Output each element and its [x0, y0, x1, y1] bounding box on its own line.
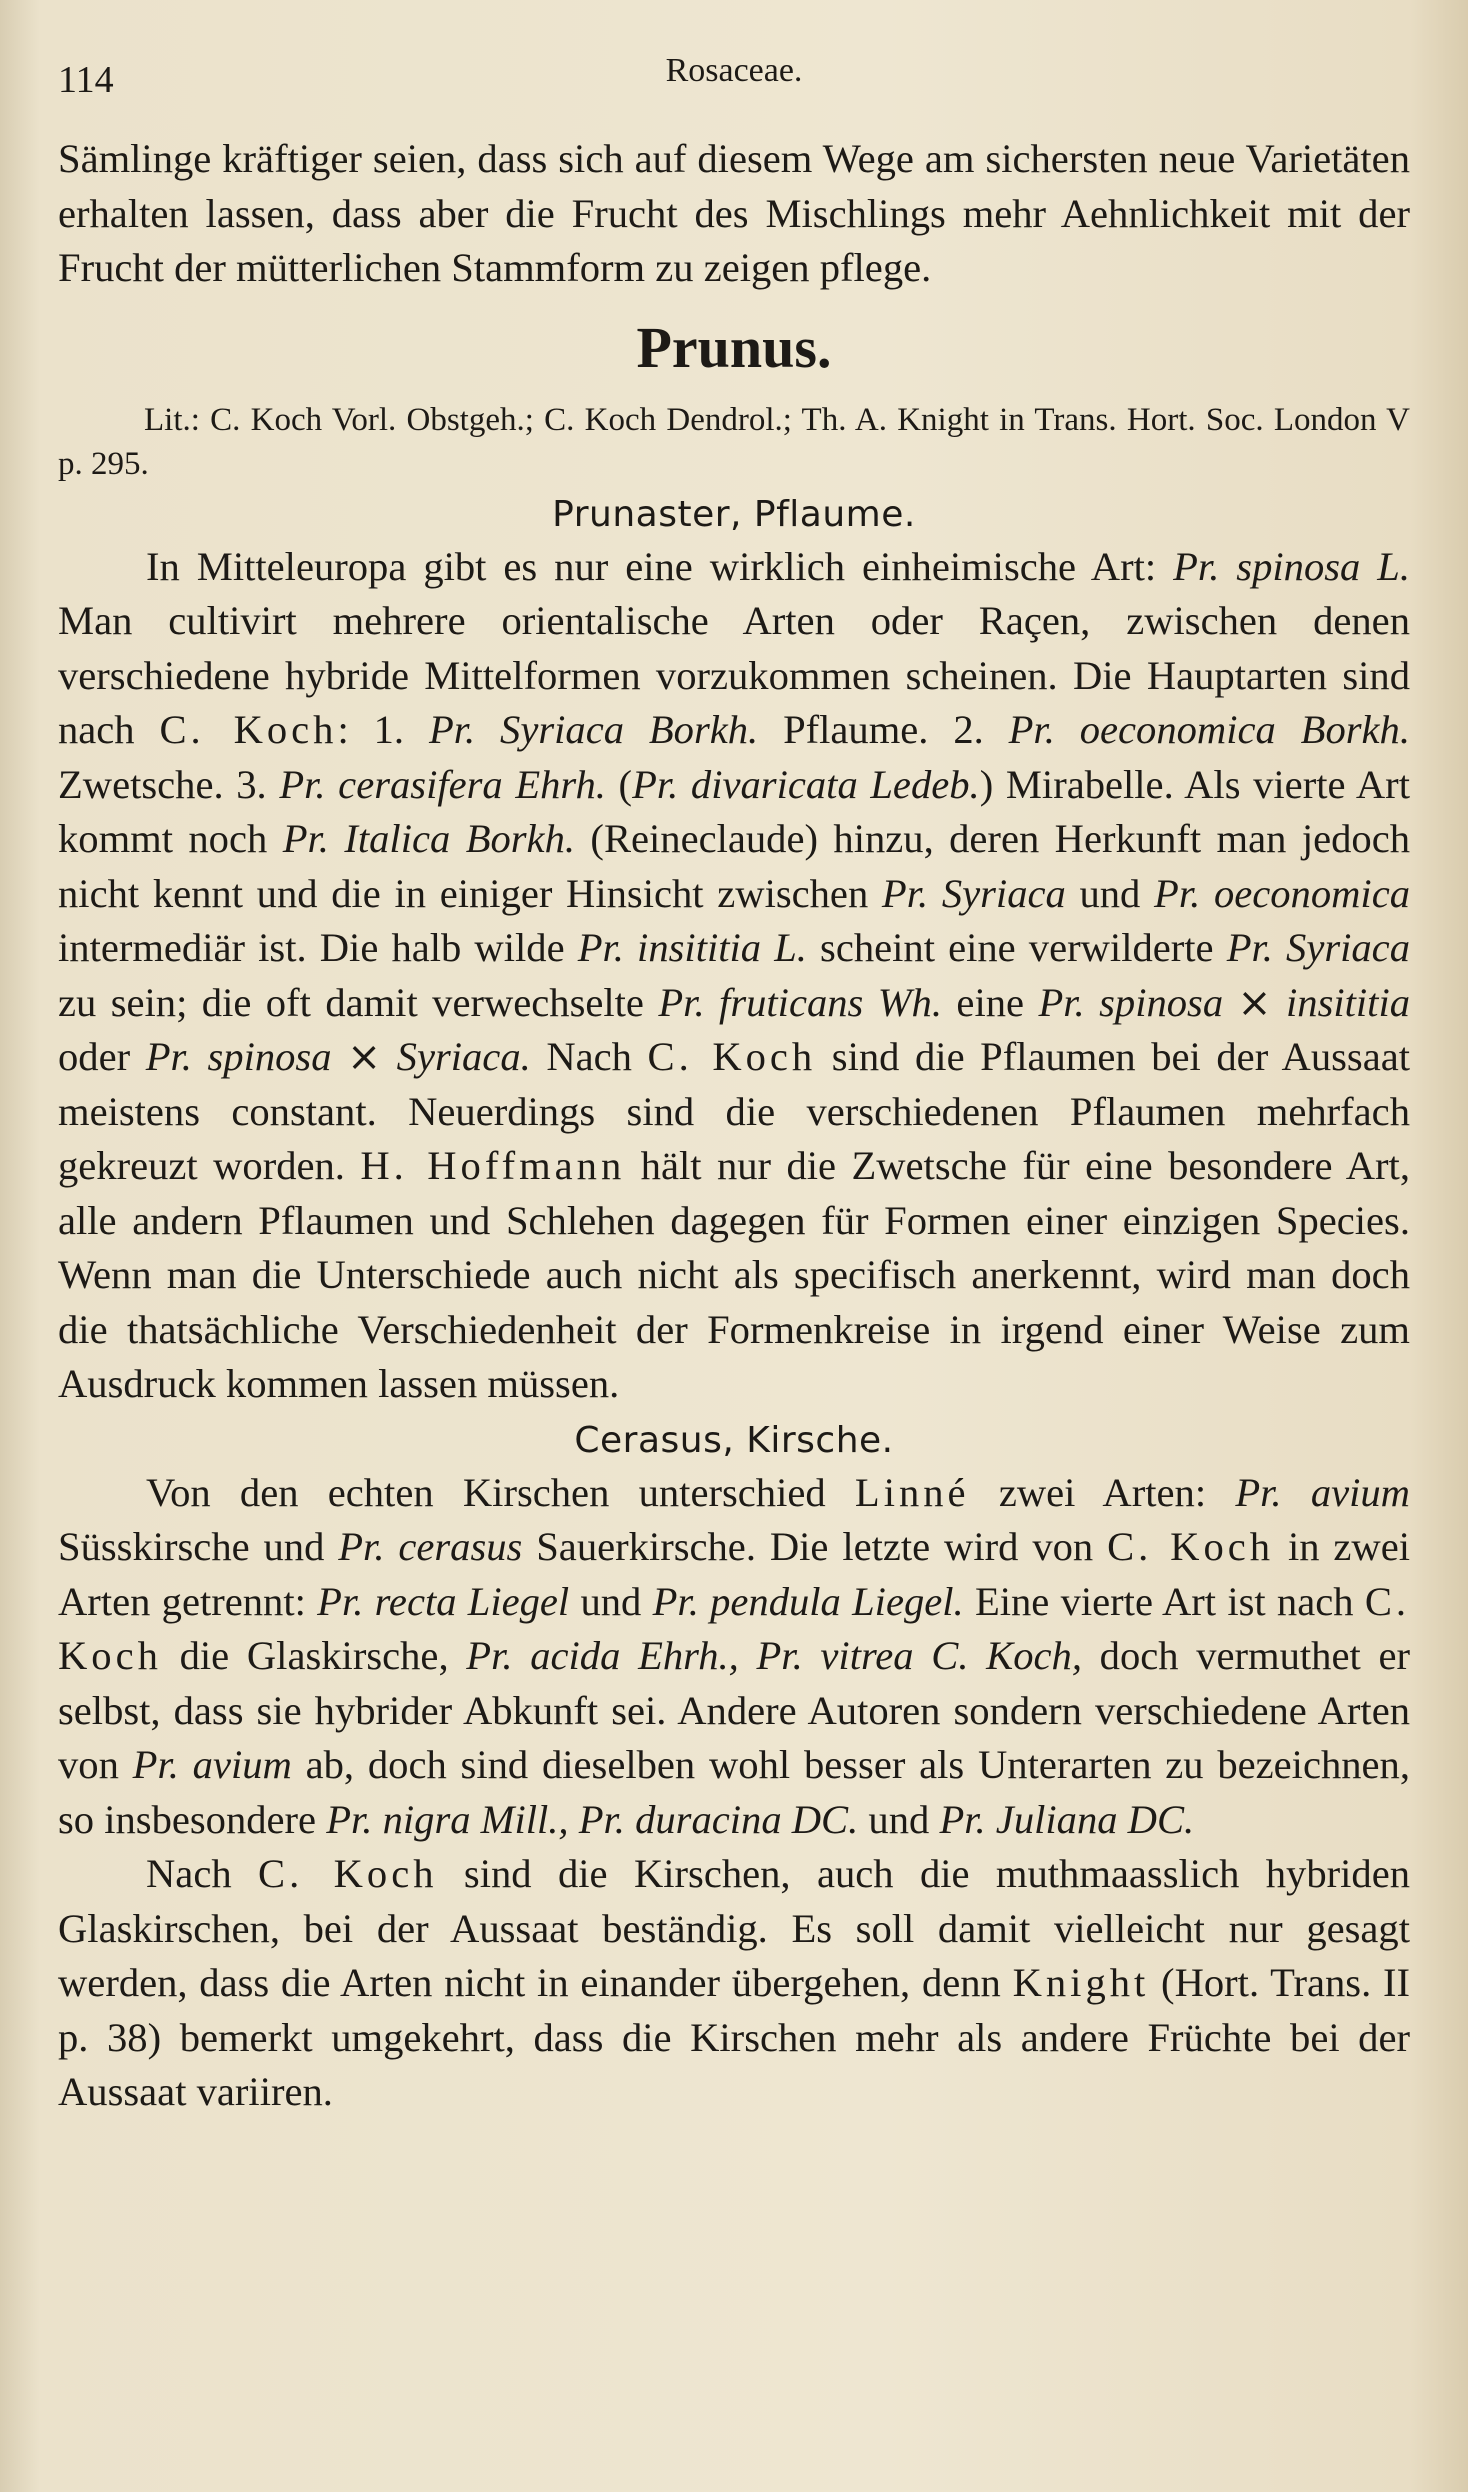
hybrid-sign: ⨯: [331, 1034, 397, 1079]
prunaster-paragraph: [58, 540, 1410, 1412]
species-name: Pr. oeconomica: [1154, 870, 1411, 916]
species-name: Pr. Syriaca Borkh.: [428, 707, 759, 752]
species-name: Pr. avium: [1235, 1469, 1410, 1515]
species-name: Pr. nigra Mill., Pr. duracina DC.: [326, 1796, 859, 1842]
species-name: Pr. Italica Borkh.: [282, 816, 576, 861]
text-run: die Glaskirsche,: [161, 1633, 467, 1678]
text-run: : 1.: [337, 707, 429, 752]
text-run: hält nur die Zwetsche für eine besondere Art, alle andern Pflaumen und Schlehen dagegen für Formen einer einzigen Species. Wenn man die Unterschiede auch nicht als specifisch anerkennt, wird man doch die thatsächliche Verschiedenheit der Formenkreise in irgend einer Weise zum Ausdruck kommen lassen müssen.: [58, 1143, 1410, 1406]
text-run: ) Mirabelle. Als vierte Art kommt noch: [58, 761, 1410, 861]
text-run: Sauerkirsche. Die letzte wird von: [522, 1524, 1108, 1569]
species-name: Pr. spinosa: [1038, 979, 1224, 1025]
page-header: [58, 52, 1410, 112]
species-name: Pr. cerasifera Ehrh.: [279, 761, 606, 807]
cerasus-paragraph-2: [58, 1847, 1410, 2120]
text-run: ab, doch sind dieselben wohl besser als Unterarten zu bezeichnen, so insbesondere: [58, 1742, 1410, 1842]
text-run: sind die Pflaumen bei der Aussaat meistens constant. Neuerdings sind die verschiedenen Pflaumen mehrfach gekreuzt worden.: [58, 1034, 1411, 1188]
species-name: Pr. oeconomica Borkh.: [1008, 707, 1410, 752]
species-name: Syriaca.: [396, 1034, 531, 1079]
intro-paragraph: Sämlinge kräftiger seien, dass sich auf diesem Wege am sichersten neue Varietäten erhalten lassen, dass aber die Frucht des Mischlings mehr Aehnlichkeit mit der Frucht der mütterlichen Stammform zu zeigen pflege.: [58, 136, 1410, 290]
text-run: Eine vierte Art ist nach: [963, 1578, 1365, 1624]
author-name: H. Hoffmann: [360, 1143, 626, 1188]
species-name: Pr. Syriaca: [1226, 925, 1410, 970]
author-name: C. Koch: [258, 1851, 438, 1896]
text-run: Nach: [530, 1034, 648, 1079]
species-name: Pr. cerasus: [338, 1524, 523, 1569]
text-run: in zwei Arten getrennt:: [58, 1524, 1411, 1624]
text-run: Nach: [146, 1851, 259, 1896]
text-run: und: [858, 1796, 940, 1842]
section-heading-prunaster: Prunaster, Pflaume.: [552, 493, 916, 535]
species-name: Pr. spinosa L.: [1173, 543, 1410, 589]
text-run: Süsskirsche und: [58, 1524, 339, 1569]
species-name: Pr. divaricata Ledeb.: [632, 761, 980, 807]
running-head: Rosaceae.: [665, 52, 803, 89]
author-name: Knight: [1012, 1960, 1150, 2005]
text-run: und: [1065, 870, 1155, 916]
species-name: Pr. spinosa: [145, 1034, 332, 1079]
hybrid-sign: ⨯: [1223, 979, 1286, 1025]
species-name: Pr. fruticans Wh.: [658, 979, 942, 1025]
text-run: (Reineclaude) hinzu, deren Herkunft man jedoch nicht kennt und die in einiger Hinsicht zwischen: [58, 816, 1411, 916]
text-run: intermediär ist. Die halb wilde: [58, 925, 578, 970]
author-name: C. Koch: [159, 707, 338, 752]
species-name: Pr. acida Ehrh., Pr. vitrea C. Koch,: [466, 1633, 1082, 1678]
author-name: Linné: [854, 1469, 970, 1515]
species-name: Pr. Juliana DC.: [939, 1796, 1195, 1842]
text-run: Pflaume. 2.: [758, 707, 1009, 752]
page-body: [58, 132, 1410, 2120]
text-run: Man cultivirt mehrere orientalische Arten oder Raçen, zwischen denen verschiedene hybride Mittelformen vorzukommen scheinen. Die Hauptarten sind nach: [58, 598, 1410, 752]
text-run: sind die Kirschen, auch die muthmaasslich hybriden Glaskirschen, bei der Aussaat beständig. Es soll damit vielleicht nur gesagt werden, dass die Arten nicht in einander übergehen, denn: [58, 1851, 1411, 2005]
text-run: In Mitteleuropa gibt es nur eine wirklich einheimische Art:: [146, 543, 1174, 589]
species-name: Pr. avium: [132, 1742, 292, 1787]
text-run: doch vermuthet er selbst, dass sie hybrider Abkunft sei. Andere Autoren sondern verschiedene Arten von: [58, 1633, 1410, 1787]
author-name: C. Koch: [1107, 1524, 1275, 1569]
text-run: scheint eine verwilderte: [806, 925, 1227, 970]
author-name: C. Koch: [647, 1034, 817, 1079]
page-number: 114: [58, 59, 114, 101]
section-heading-cerasus: Cerasus, Kirsche.: [574, 1419, 894, 1461]
author-name: C. Koch: [58, 1578, 1411, 1678]
cerasus-paragraph-1: [58, 1466, 1410, 1848]
text-run: (: [605, 761, 633, 807]
text-run: (Hort. Trans. II p. 38) bemerkt umgekehrt, dass die Kirschen mehr als andere Früchte bei der Aussaat variiren.: [58, 1960, 1410, 2114]
text-run: zu sein; die oft damit verwechselte: [58, 979, 659, 1025]
text-run: eine: [942, 979, 1039, 1025]
text-run: oder: [58, 1034, 146, 1079]
species-name: Pr. insititia L.: [577, 925, 807, 970]
genus-title: Prunus.: [636, 314, 832, 380]
species-name: Pr. recta Liegel: [317, 1578, 570, 1624]
literature-reference: Lit.: C. Koch Vorl. Obstgeh.; C. Koch Dendrol.; Th. A. Knight in Trans. Hort. Soc. London V p. 295.: [58, 401, 1410, 482]
species-name: Pr. pendula Liegel.: [652, 1578, 964, 1624]
text-run: Von den echten Kirschen unterschied: [146, 1469, 855, 1515]
species-name: Pr. Syriaca: [881, 870, 1066, 916]
text-run: und: [569, 1578, 653, 1624]
text-run: zwei Arten:: [969, 1469, 1236, 1515]
species-name: insititia: [1286, 979, 1411, 1025]
text-run: Zwetsche. 3.: [58, 761, 280, 807]
